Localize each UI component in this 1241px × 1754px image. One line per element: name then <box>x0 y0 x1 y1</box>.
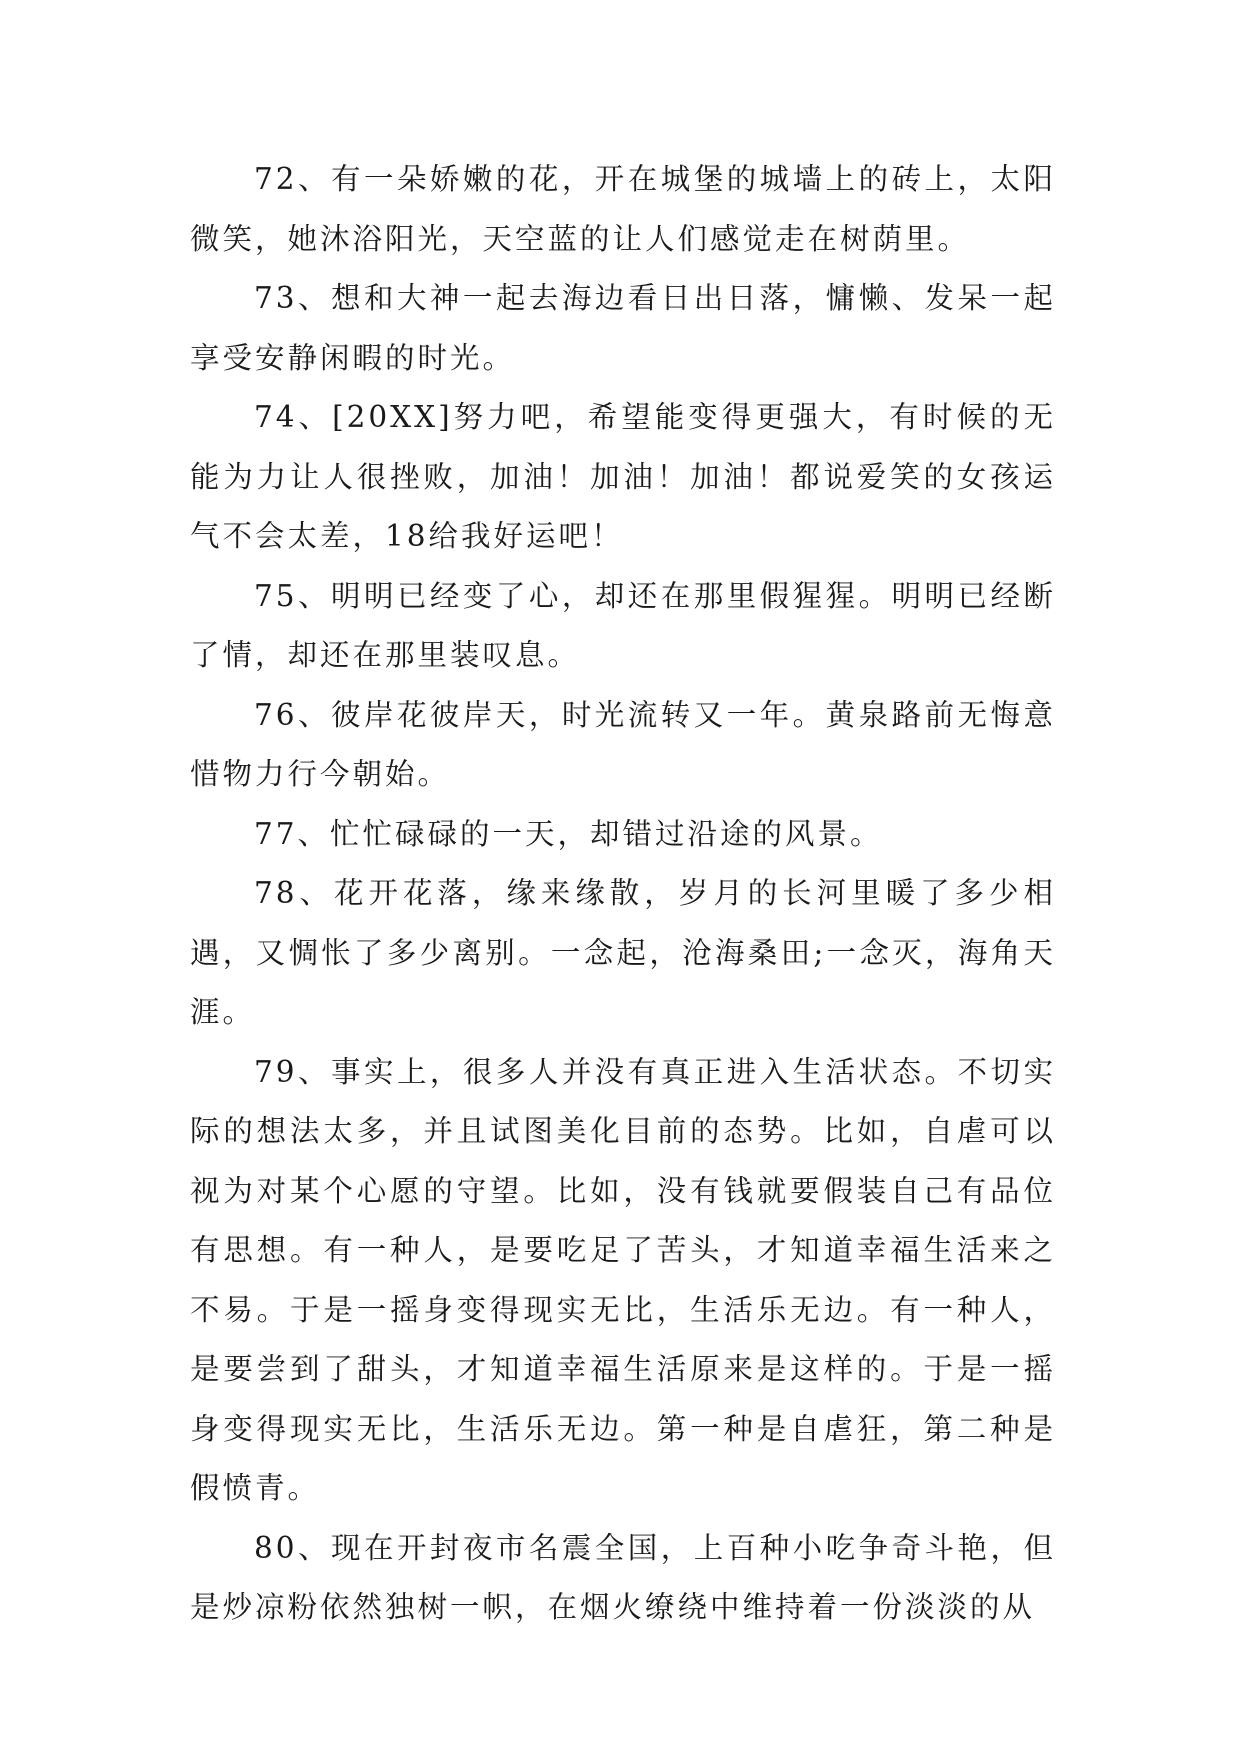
paragraph-78: 78、花开花落，缘来缘散，岁月的长河里暖了多少相遇，又惆怅了多少离别。一念起，沧海桑田;一念灭，海角天涯。 <box>190 876 1056 1029</box>
paragraph-75: 75、明明已经变了心，却还在那里假猩猩。明明已经断了情，却还在那里装叹息。 <box>190 578 1056 672</box>
paragraph-80: 80、现在开封夜市名震全国，上百种小吃争奇斗艳，但是炒凉粉依然独树一帜，在烟火缭绕中维持着一份淡淡的从 <box>190 1530 1056 1624</box>
paragraph-76: 76、彼岸花彼岸天，时光流转又一年。黄泉路前无悔意惜物力行今朝始。 <box>190 697 1056 791</box>
paragraph-79: 79、事实上，很多人并没有真正进入生活状态。不切实际的想法太多，并且试图美化目前的态势。比如，自虐可以视为对某个心愿的守望。比如，没有钱就要假装自己有品位有思想。有一种人，是要吃足了苦头，才知道幸福生活来之不易。于是一摇身变得现实无比，生活乐无边。有一种人，是要尝到了甜头，才知道幸福生活原来是这样的。于是一摇身变得现实无比，生活乐无边。第一种是自虐狂，第二种是假愤青。 <box>190 1054 1056 1505</box>
paragraph-74: 74、[20XX]努力吧，希望能变得更强大，有时候的无能为力让人很挫败，加油！加油！加油！都说爱笑的女孩运气不会太差，18给我好运吧！ <box>190 400 1056 553</box>
document-body <box>190 150 1056 1638</box>
paragraph-73: 73、想和大神一起去海边看日出日落，慵懒、发呆一起享受安静闲暇的时光。 <box>190 281 1056 375</box>
paragraph-77: 77、忙忙碌碌的一天，却错过沿途的风景。 <box>254 816 883 851</box>
paragraph-72: 72、有一朵娇嫩的花，开在城堡的城墙上的砖上，太阳微笑，她沐浴阳光，天空蓝的让人们感觉走在树荫里。 <box>190 162 1056 256</box>
